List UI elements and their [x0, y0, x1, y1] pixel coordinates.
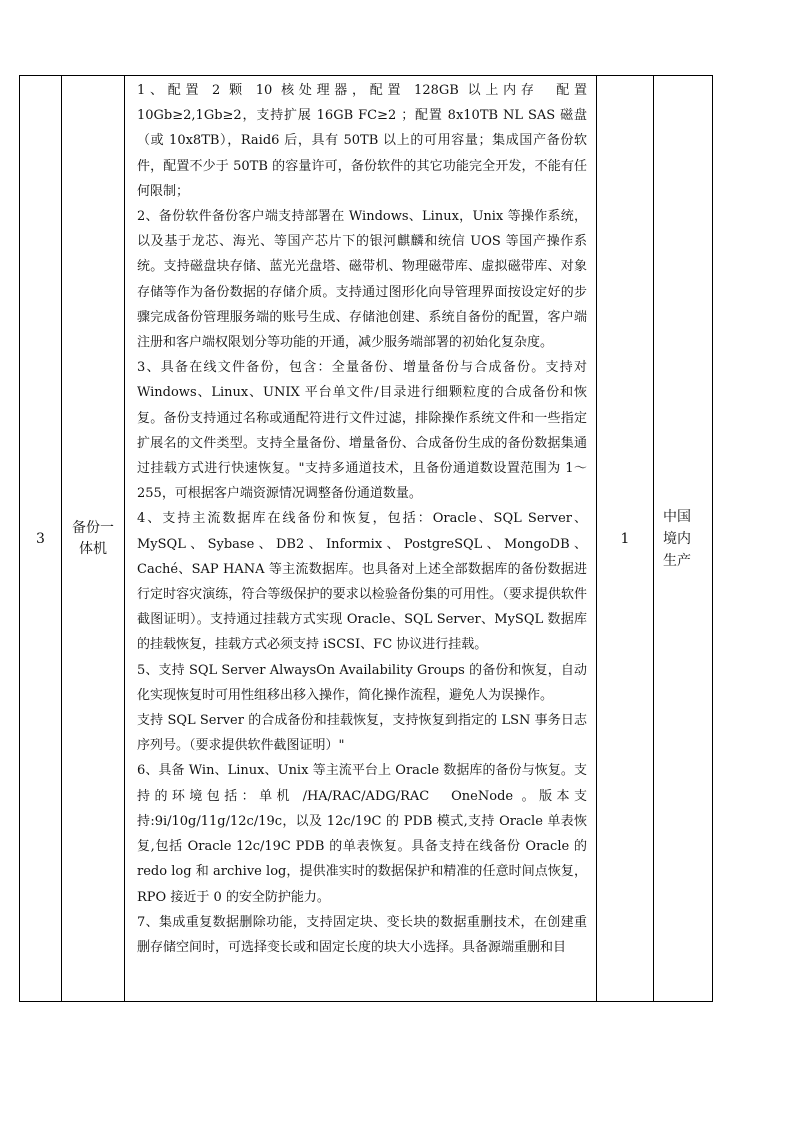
product-name-cell	[62, 76, 125, 1002]
spec-paragraph: 5、支持 SQL Server AlwaysOn Availability Groups 的备份和恢复，自动化实现恢复时可用性组移出移入操作，简化操作流程，避免人为误操作。	[137, 662, 587, 703]
quantity-cell: 1	[597, 76, 654, 1002]
product-name-line: 备份一	[72, 519, 114, 536]
product-name-line: 体机	[79, 540, 107, 557]
spec-table	[19, 75, 713, 1002]
spec-paragraph: 1、配置 2 颗 10 核处理器，配置 128GB 以上内存 配置 10Gb≥2,1Gb≥2，支持扩展 16GB FC≥2 ；配置 8x10TB NL SAS 磁盘（或 10x8TB），Raid6 后，具有 50TB 以上的可用容量；集成国产备份软件，配置不少于 50TB 的容量许可，备份软件的其它功能完全开发，不能有任何限制；	[137, 83, 587, 199]
spec-paragraph: 2、备份软件备份客户端支持部署在 Windows、Linux，Unix 等操作系统，以及基于龙芯、海光、等国产芯片下的银河麒麟和统信 UOS 等国产操作系统。支持磁盘块存储、蓝光光盘塔、磁带机、物理磁带库、虚拟磁带库、对象存储等作为备份数据的存储介质。支持通过图形化向导管理界面按设定好的步骤完成备份管理服务端的账号生成、存储池创建、系统自备份的配置，客户端注册和客户端权限划分等功能的开通，减少服务端部署的初始化复杂度。	[137, 209, 587, 351]
spec-cell	[125, 76, 597, 1002]
origin-cell	[654, 76, 713, 1002]
row-index: 3	[20, 76, 62, 1002]
spec-paragraph: 7、集成重复数据删除功能，支持固定块、变长块的数据重删技术，在创建重删存储空间时，可选择变长或和固定长度的块大小选择。具备源端重删和目	[137, 914, 587, 955]
spec-text	[125, 76, 596, 960]
origin-line: 中国	[663, 508, 691, 525]
origin-line: 生产	[663, 552, 691, 569]
origin-line: 境内	[663, 530, 691, 547]
spec-paragraph: 6、具备 Win、Linux、Unix 等主流平台上 Oracle 数据库的备份与恢复。支持的环境包括：单机 /HA/RAC/ADG/RAC OneNode 。版本支持:9i/10g/11g/12c/19c，以及 12c/19C 的 PDB 模式,支持 Oracle 单表恢复,包括 Oracle 12c/19C PDB 的单表恢复。具备支持在线备份 Oracle 的 redo log 和 archive log，提供准实时的数据保护和精准的任意时间点恢复，RPO 接近于 0 的安全防护能力。	[137, 763, 587, 905]
spec-paragraph: 4、支持主流数据库在线备份和恢复，包括：Oracle、SQL Server、MySQL、Sybase、DB2、Informix、PostgreSQL、MongoDB、Caché、SAP HANA 等主流数据库。也具备对上述全部数据库的备份数据进行定时容灾演练，符合等级保护的要求以检验备份集的可用性。（要求提供软件截图证明）。支持通过挂载方式实现 Oracle、SQL Server、MySQL 数据库的挂载恢复，挂载方式必须支持 iSCSI、FC 协议进行挂载。	[137, 511, 587, 653]
table-row	[20, 76, 713, 1002]
spec-paragraph: 3、具备在线文件备份，包含：全量备份、增量备份与合成备份。支持对 Windows、Linux、UNIX 平台单文件/目录进行细颗粒度的合成备份和恢复。备份支持通过名称或通配符进行文件过滤，排除操作系统文件和一些指定扩展名的文件类型。支持全量备份、增量备份、合成备份生成的备份数据集通过挂载方式进行快速恢复。"支持多通道技术，且备份通道数设置范围为 1～255，可根据客户端资源情况调整备份通道数量。	[137, 360, 587, 502]
spec-paragraph: 支持 SQL Server 的合成备份和挂载恢复，支持恢复到指定的 LSN 事务日志序列号。（要求提供软件截图证明）"	[137, 713, 587, 754]
